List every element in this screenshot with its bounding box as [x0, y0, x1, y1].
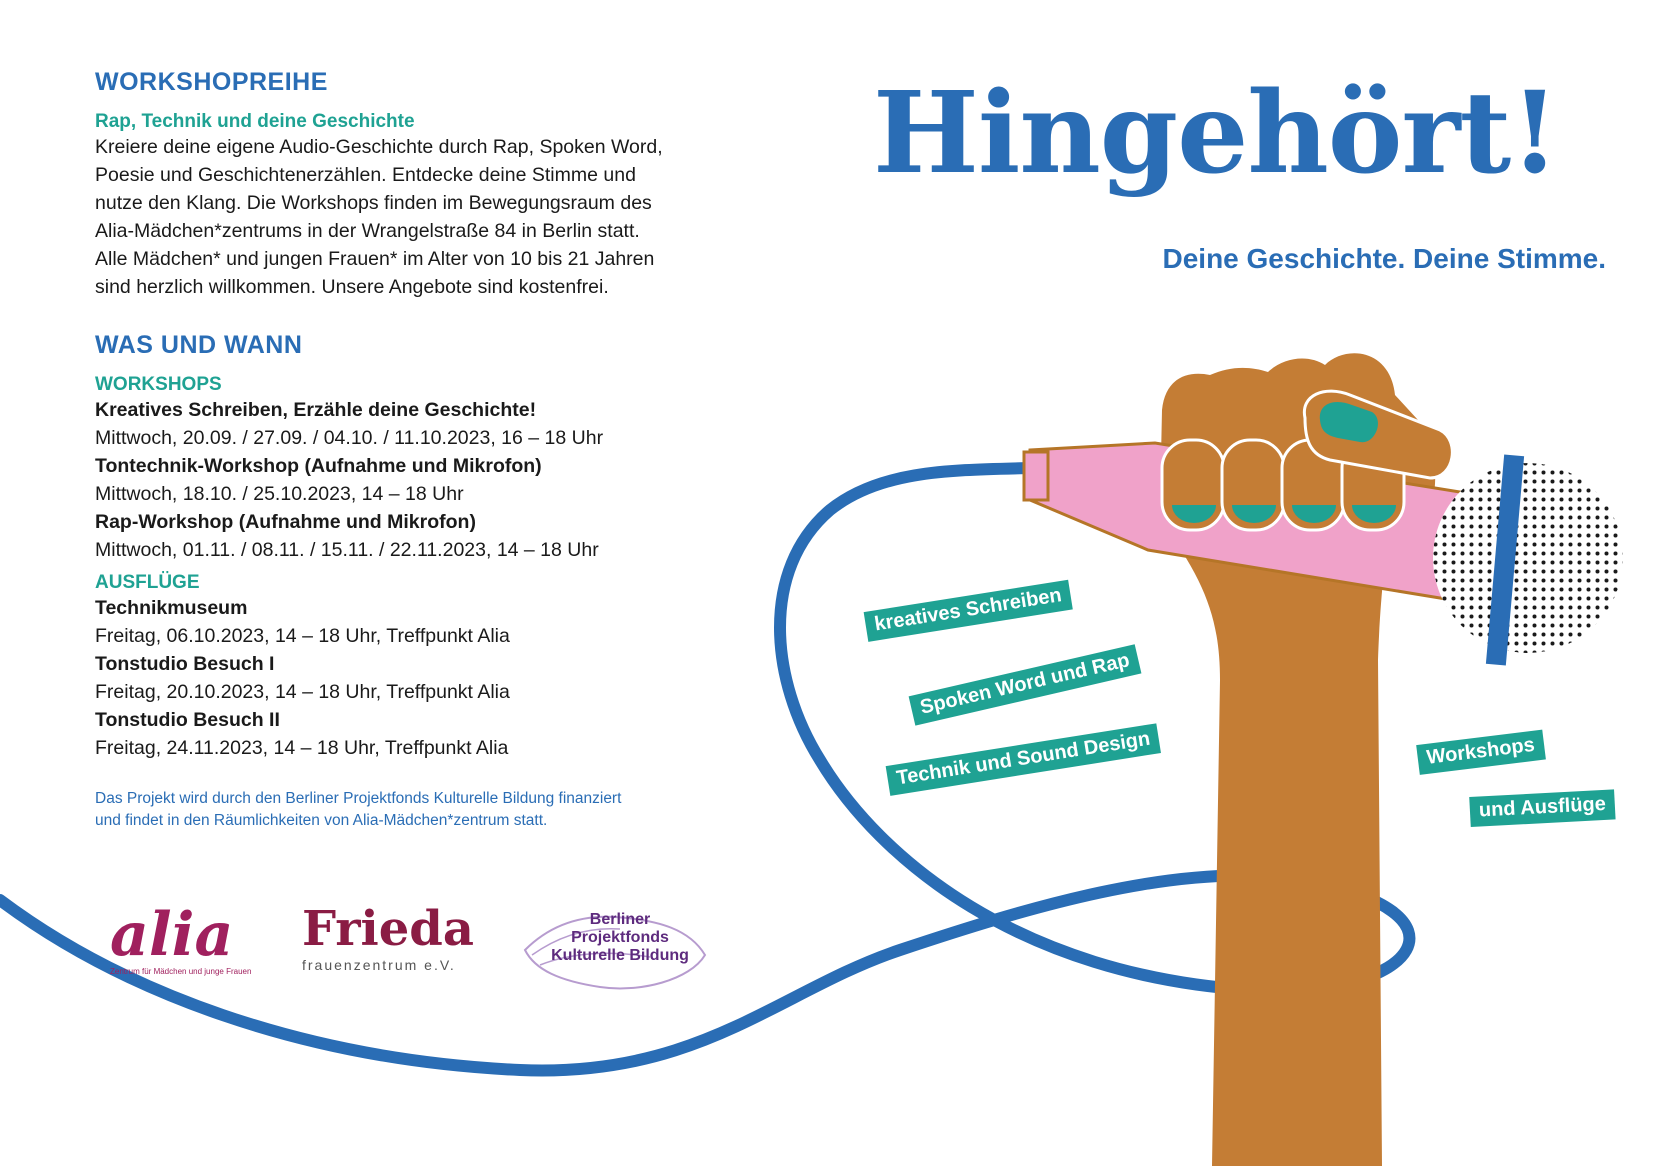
trips-heading: AUSFLÜGE	[95, 572, 200, 593]
workshops-heading: WORKSHOPS	[95, 374, 222, 395]
frieda-logo-word: Frieda	[302, 901, 474, 957]
bpkb-line: Berliner	[589, 911, 651, 928]
funding-note-line: und findet in den Räumlichkeiten von Alia-Mädchen*zentrum statt.	[95, 812, 548, 829]
intro-line: nutze den Klang. Die Workshops finden im Bewegungsraum des	[95, 192, 652, 214]
trip-title: Technikmuseum	[95, 597, 248, 619]
trip-title: Tonstudio Besuch II	[95, 709, 280, 731]
left-column	[95, 68, 735, 832]
hero-subtitle: Deine Geschichte. Deine Stimme.	[1162, 243, 1606, 274]
mic-head	[1433, 455, 1623, 666]
trip-list	[95, 594, 735, 762]
hero-title: Hingehört!	[873, 68, 1559, 199]
tag-ausfluege: und Ausflüge	[1469, 789, 1615, 827]
arm	[1160, 520, 1390, 1166]
frieda-logo-subtitle: frauenzentrum e.V.	[302, 957, 456, 973]
trip-dates: Freitag, 24.11.2023, 14 – 18 Uhr, Treffpunkt Alia	[95, 737, 509, 759]
tag-spoken-word-rap: Spoken Word und Rap	[909, 644, 1142, 725]
intro-line: Alia-Mädchen*zentrums in der Wrangelstraße 84 in Berlin statt.	[95, 220, 640, 242]
tag-technik-sound: Technik und Sound Design	[886, 723, 1162, 796]
workshop-title: Rap-Workshop (Aufnahme und Mikrofon)	[95, 511, 476, 533]
intro-subheading: Rap, Technik und deine Geschichte	[95, 111, 415, 132]
trip-dates: Freitag, 20.10.2023, 14 – 18 Uhr, Treffpunkt Alia	[95, 681, 510, 703]
workshop-dates: Mittwoch, 01.11. / 08.11. / 15.11. / 22.11.2023, 14 – 18 Uhr	[95, 539, 599, 561]
schedule-heading: WAS UND WANN	[95, 331, 303, 359]
intro-text	[95, 133, 735, 301]
tag-creative-writing: kreatives Schreiben	[864, 580, 1073, 642]
bpkb-logo	[520, 895, 710, 995]
funding-note	[95, 788, 735, 832]
alia-logo-subtitle: Zentrum für Mädchen und junge Frauen	[110, 967, 252, 976]
workshop-dates: Mittwoch, 18.10. / 25.10.2023, 14 – 18 Uhr	[95, 483, 464, 505]
alia-logo	[110, 900, 252, 976]
intro-line: Poesie und Geschichtenerzählen. Entdecke deine Stimme und	[95, 164, 636, 186]
alia-logo-word: alia	[110, 900, 234, 970]
workshop-title: Kreatives Schreiben, Erzähle deine Geschichte!	[95, 399, 537, 421]
tag-workshops: Workshops	[1416, 730, 1545, 775]
workshop-title: Tontechnik-Workshop (Aufnahme und Mikrofon)	[95, 455, 542, 477]
trip-title: Tonstudio Besuch I	[95, 653, 275, 675]
bpkb-line: Kulturelle Bildung	[551, 947, 689, 964]
funding-note-line: Das Projekt wird durch den Berliner Projektfonds Kulturelle Bildung finanziert	[95, 790, 622, 807]
intro-heading: WORKSHOPREIHE	[95, 68, 328, 96]
bpkb-line: Projektfonds	[571, 929, 669, 946]
workshop-list	[95, 396, 735, 564]
bpkb-logo-text	[530, 911, 710, 965]
intro-line: Kreiere deine eigene Audio-Geschichte durch Rap, Spoken Word,	[95, 136, 663, 158]
intro-line: Alle Mädchen* und jungen Frauen* im Alter von 10 bis 21 Jahren	[95, 248, 655, 270]
mic-end	[1024, 452, 1048, 500]
frieda-logo	[302, 901, 474, 973]
workshop-dates: Mittwoch, 20.09. / 27.09. / 04.10. / 11.10.2023, 16 – 18 Uhr	[95, 427, 604, 449]
intro-line: sind herzlich willkommen. Unsere Angebote sind kostenfrei.	[95, 276, 609, 298]
trip-dates: Freitag, 06.10.2023, 14 – 18 Uhr, Treffpunkt Alia	[95, 625, 510, 647]
